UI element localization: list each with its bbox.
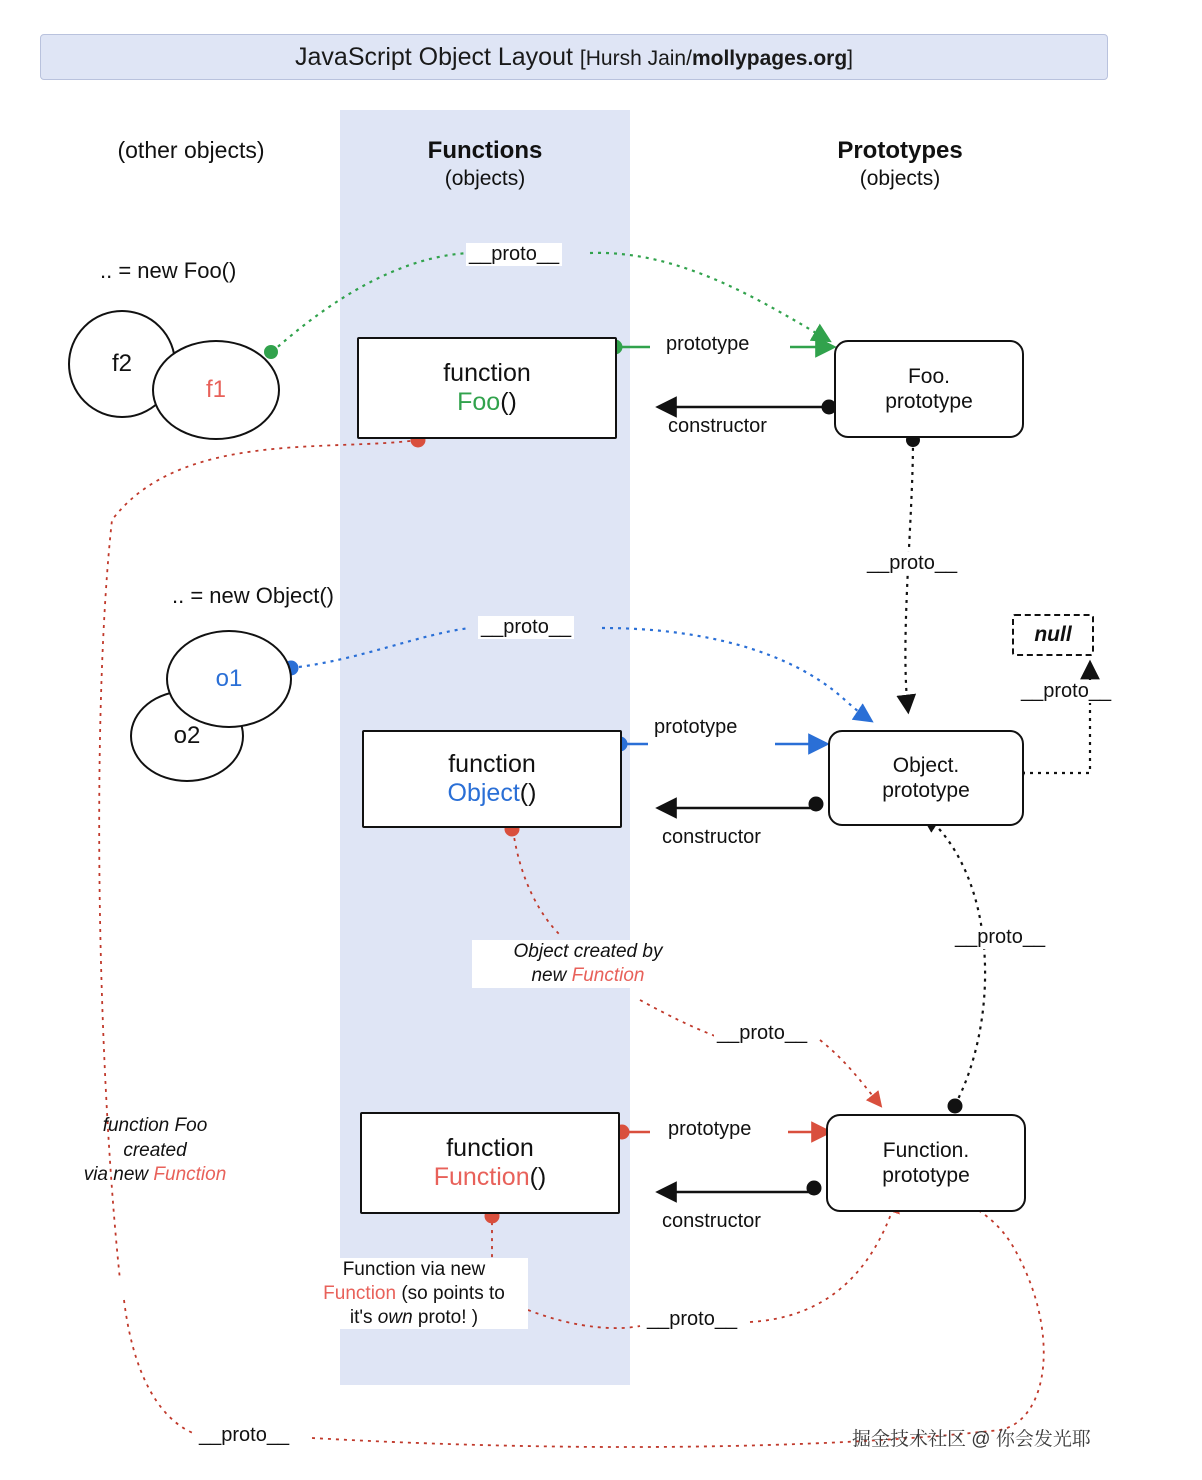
note-object-created-line2-plain: new: [531, 964, 572, 986]
note-foo-created-line3-red: Function: [153, 1164, 227, 1186]
function-box-foo-name: Foo: [457, 388, 501, 416]
instance-label-o2: o2: [173, 722, 201, 749]
prototype-box-function: [826, 1114, 1026, 1212]
edge-label-proto-fnfn: [644, 1308, 740, 1331]
edge-label-proto-f1: [466, 243, 562, 266]
note-function-via-line3-post: proto! ): [412, 1306, 479, 1328]
label-new-foo: [100, 258, 236, 284]
note-object-created-line1: Object created by: [513, 941, 663, 962]
title-main: JavaScript Object Layout: [295, 42, 573, 71]
function-box-object-name: Object: [447, 779, 520, 807]
prototype-box-foo-line2: prototype: [885, 390, 973, 413]
diagram-title-bar: [40, 34, 1108, 80]
edge-label-proto-fnfn-text: __proto__: [647, 1308, 738, 1330]
function-box-object: [362, 730, 622, 828]
instance-circle-f1: [152, 340, 280, 440]
edge-label-proto-fnproto-objproto-text: __proto__: [955, 926, 1046, 948]
column-header-prototypes-subtitle: (objects): [859, 167, 941, 190]
edge-label-constructor-foo-text: constructor: [668, 415, 767, 437]
edge-label-proto-fnproto-objproto: [952, 926, 1048, 949]
edge-label-proto-null-text: __proto__: [1021, 680, 1112, 702]
edge-label-proto-foofn: [196, 1424, 292, 1447]
title-attribution-prefix: [Hursh Jain/: [579, 46, 692, 70]
prototype-box-object-line2: prototype: [882, 779, 970, 802]
edge-label-prototype-object-text: prototype: [654, 716, 738, 738]
edge-label-proto-fooproto-text: __proto__: [867, 552, 958, 574]
page-title: [295, 43, 853, 72]
column-header-functions: [355, 136, 615, 192]
note-function-via-line1: Function via new: [342, 1259, 486, 1280]
edge-label-prototype-object: [654, 716, 737, 739]
instance-label-o1: o1: [215, 665, 243, 692]
edge-label-proto-objectfn-text: __proto__: [717, 1022, 808, 1044]
edge-label-proto-fooproto: [864, 552, 960, 575]
edge-label-proto-o1-text: __proto__: [481, 616, 572, 638]
note-foo-created-line2: created: [123, 1139, 187, 1161]
edge-label-prototype-function: [668, 1118, 751, 1141]
note-object-created-line2-red: Function: [571, 964, 645, 986]
function-box-function-parens: (): [529, 1163, 547, 1191]
title-attribution-suffix: ]: [847, 46, 853, 70]
edge-label-constructor-foo: [668, 415, 767, 438]
edge-label-constructor-function-text: constructor: [662, 1210, 761, 1232]
note-object-created-by-new-function: [472, 940, 704, 988]
column-header-prototypes-title: Prototypes: [837, 137, 963, 164]
edge-label-constructor-object: [662, 826, 761, 849]
note-function-via-line3-pre: it's: [349, 1306, 378, 1328]
edge-label-proto-null: [1018, 680, 1114, 703]
edge-label-proto-f1-text: __proto__: [469, 243, 560, 265]
prototype-box-foo-line1: Foo.: [907, 364, 951, 388]
prototype-box-object: [828, 730, 1024, 826]
label-new-object: [172, 583, 334, 609]
function-box-function: [360, 1112, 620, 1214]
label-new-object-text: .. = new Object(): [172, 583, 335, 608]
prototype-box-foo: [834, 340, 1024, 438]
column-header-functions-title: Functions: [427, 137, 543, 164]
watermark: [852, 1424, 1091, 1451]
function-box-foo-parens: (): [500, 388, 517, 416]
instance-label-f1: f1: [205, 376, 226, 403]
edge-label-constructor-object-text: constructor: [662, 826, 761, 848]
column-header-other-objects: [60, 136, 322, 165]
edge-label-prototype-foo-text: prototype: [666, 333, 750, 355]
note-function-via-line3-italic: own: [377, 1306, 413, 1328]
note-foo-created-line1: function Foo: [102, 1115, 208, 1136]
title-attribution-site: mollypages.org: [691, 46, 848, 70]
prototype-box-function-line2: prototype: [882, 1164, 970, 1187]
note-function-via-new-function: [300, 1258, 528, 1329]
column-header-prototypes: [770, 136, 1030, 192]
column-header-functions-subtitle: (objects): [444, 167, 526, 190]
edge-label-proto-o1: [478, 616, 574, 639]
note-foo-created-line3-plain: via new: [83, 1164, 154, 1186]
instance-label-f2: f2: [111, 350, 132, 377]
prototype-box-object-line1: Object.: [892, 753, 960, 777]
label-new-foo-text: .. = new Foo(): [100, 258, 237, 283]
edge-label-constructor-function: [662, 1210, 761, 1233]
null-box: [1012, 614, 1094, 656]
function-box-function-keyword: function: [446, 1134, 534, 1163]
function-box-foo: [357, 337, 617, 439]
column-header-other-objects-label: (other objects): [117, 137, 265, 163]
watermark-text: 掘金技术社区 @ 你会发光耶: [852, 1429, 1091, 1450]
prototype-box-function-line1: Function.: [882, 1138, 970, 1162]
null-label: null: [1034, 623, 1072, 646]
function-box-function-name: Function: [433, 1163, 530, 1191]
function-box-object-keyword: function: [448, 750, 536, 779]
function-box-foo-keyword: function: [443, 359, 531, 388]
edge-label-prototype-function-text: prototype: [668, 1118, 752, 1140]
edge-label-proto-foofn-text: __proto__: [199, 1424, 290, 1446]
note-function-via-line2-red: Function: [323, 1282, 397, 1304]
note-function-via-line2-rest: (so points to: [396, 1282, 505, 1304]
note-foo-created-via-new-function: [46, 1114, 264, 1188]
edge-label-proto-objectfn: [714, 1022, 810, 1045]
function-box-object-parens: (): [519, 779, 537, 807]
instance-circle-o1: [166, 630, 292, 728]
edge-label-prototype-foo: [666, 333, 749, 356]
